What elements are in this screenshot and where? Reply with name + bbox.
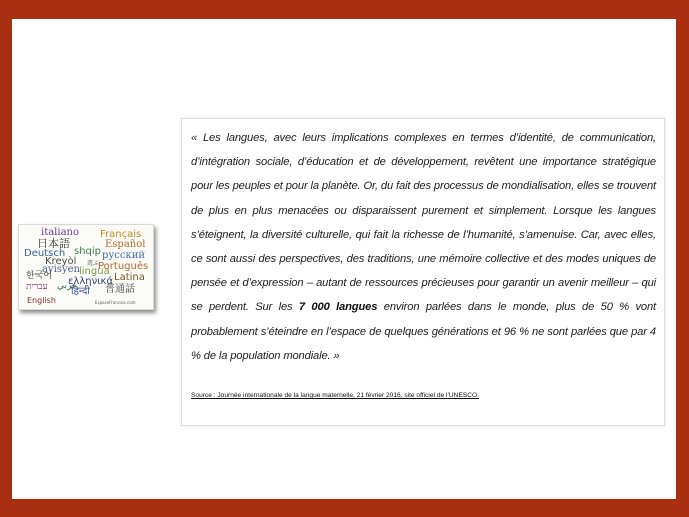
cloud-word: lingua — [79, 266, 110, 277]
cloud-word: ελληνικά — [68, 276, 114, 287]
language-word-cloud-image — [18, 224, 154, 310]
cloud-word: Latina — [114, 272, 145, 283]
cloud-word: עברית — [26, 282, 48, 292]
quote-text — [191, 126, 656, 368]
cloud-word: Kreyòl — [45, 256, 77, 267]
cloud-word: Français — [100, 229, 142, 240]
cloud-word: 普通話 — [105, 284, 135, 295]
cloud-word: 遊ぶ — [87, 260, 100, 267]
cloud-word: English — [27, 296, 56, 305]
quote-panel — [181, 118, 665, 426]
quote-highlight: 7 000 langues — [298, 301, 378, 314]
cloud-word: ayisyen — [42, 264, 80, 275]
cloud-word: عربي — [57, 281, 78, 291]
quote-text-part1: « Les langues, avec leurs implications complexes en termes d’identité, de communication, d’intégration sociale, d’éducation et de développement, revêtent une importance stratégique pour les peuples et pour la planète. Or, du fait des processus de mondialisation, elles se trouvent de plus en plus menacées ou disparaissent purement et simplement. Lorsque les langues s’éteignent, la diversité culturelle, qui fait la richesse de l’humanité, s’amenuise. Car, avec elles, ce sont aussi des perspectives, des traditions, une mémoire collective et des modes uniques de pensée et d’expression – autant de ressources précieuses pour garantir un avenir meilleur – qui se perdent. Sur les — [191, 132, 656, 314]
cloud-word: italiano — [41, 227, 79, 238]
cloud-word: Español — [105, 239, 146, 250]
cloud-word: 한국어 — [26, 271, 53, 281]
cloud-word: Português — [98, 261, 149, 272]
cloud-word: EspaceFrancais.com — [95, 300, 136, 305]
cloud-word: русский — [102, 250, 146, 261]
slide — [12, 19, 676, 499]
cloud-word: हिन्दी — [71, 286, 90, 297]
quote-text-part2: environ parlées dans le monde, plus de 50 % vont probablement s’éteindre en l’espace de quelques générations et 96 % ne sont parlées que par 4 % de la population mondiale. » — [191, 301, 656, 362]
source-citation-link[interactable]: Source : Journée internationale de la langue maternelle, 21 février 2016, site officiel de l’UNESCO. — [191, 392, 479, 400]
cloud-word: 日本語 — [37, 237, 70, 250]
cloud-word: shqip — [74, 246, 102, 257]
cloud-word: Deutsch — [24, 248, 66, 259]
